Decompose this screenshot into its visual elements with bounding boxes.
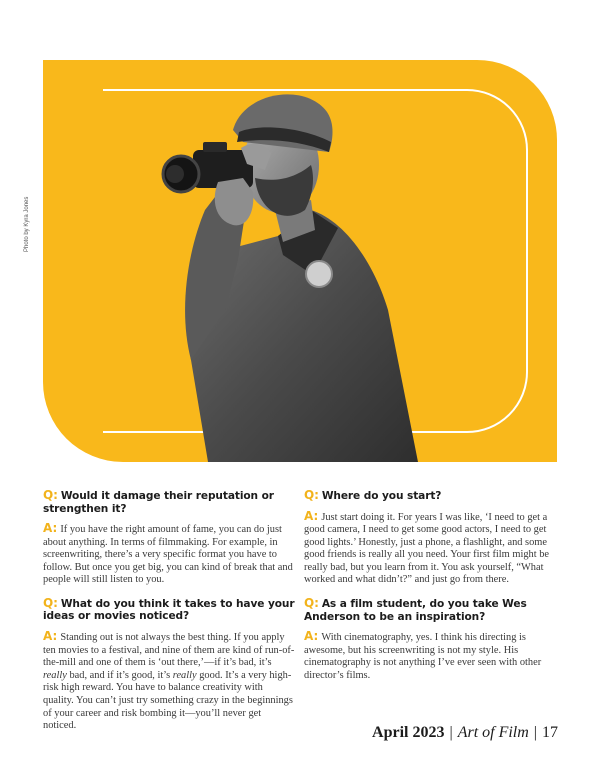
a-marker: A: [304, 508, 319, 523]
question [43, 489, 295, 515]
q-marker: Q: [304, 596, 319, 611]
photo-credit: Photo by Kyra Jones [24, 196, 30, 252]
question-text: Where do you start? [321, 490, 442, 502]
answer [43, 522, 295, 587]
qa-block [43, 597, 295, 733]
q-marker: Q: [43, 488, 58, 502]
answer [43, 630, 295, 733]
answer-emphasis: really [43, 669, 67, 681]
answer-text-part: bad, and if it’s good, it’s [66, 669, 173, 681]
answer-text: If you have the right amount of fame, you can do just about anything. In terms of filmmaking. For example, in screenwriting, there’s a very specific format you have to follow. But once you get big, you can kind of break that and people will still listen to you. [43, 524, 293, 586]
footer-separator: | [449, 724, 453, 741]
question [304, 597, 556, 623]
qa-block [304, 489, 556, 587]
answer-text: With cinematography, yes. I think his directing is awesome, but his screenwriting is not my style. His cinematography is not anything I’ve ever seen with other director’s films. [304, 632, 542, 681]
page-number: 17 [542, 724, 558, 741]
answer-text-part: Standing out is not always the best thing. If you apply ten movies to a festival, and nine of them are kind of run-of-the-mill and one of them is ‘out there,’—if it’s bad, it’s [43, 631, 295, 669]
right-column [304, 489, 556, 692]
publication-name: Art of Film [457, 724, 529, 741]
a-marker: A: [43, 521, 58, 535]
answer [304, 630, 556, 682]
qa-block [43, 489, 295, 587]
question [43, 597, 295, 623]
left-column [43, 489, 295, 743]
issue-date: April 2023 [372, 724, 445, 741]
question-text: As a film student, do you take Wes Anderson to be an inspiration? [304, 598, 527, 623]
question-text: Would it damage their reputation or strengthen it? [43, 490, 274, 515]
q-marker: Q: [304, 488, 319, 502]
qa-block [304, 597, 556, 682]
q-marker: Q: [43, 595, 58, 610]
page-footer [372, 724, 558, 742]
a-marker: A: [304, 629, 319, 644]
answer [304, 510, 556, 588]
jacket-badge [306, 261, 332, 287]
question [304, 489, 556, 503]
a-marker: A: [43, 628, 58, 643]
footer-separator: | [533, 724, 537, 741]
hero-photo [43, 60, 557, 462]
question-text: What do you think it takes to have your ideas or movies noticed? [43, 597, 295, 623]
answer-emphasis: really [172, 669, 197, 681]
answer-text: Just start doing it. For years I was like, ‘I need to get a good camera, I need to get some good actors, I need to get good lights.’ Honestly, just a phone, a flashlight, and some good friends is really all you need. Your first film might be really bad, but you learn from it. You ask yourself, “What worked and what didn’t?” and just go from there. [304, 511, 550, 586]
answer-text-part: good. It’s a very high-risk high reward. You have to balance creativity with quality. You can’t just try something crazy in the beginnings of your career and risk bombing it—you’ll never get noticed. [43, 669, 293, 732]
